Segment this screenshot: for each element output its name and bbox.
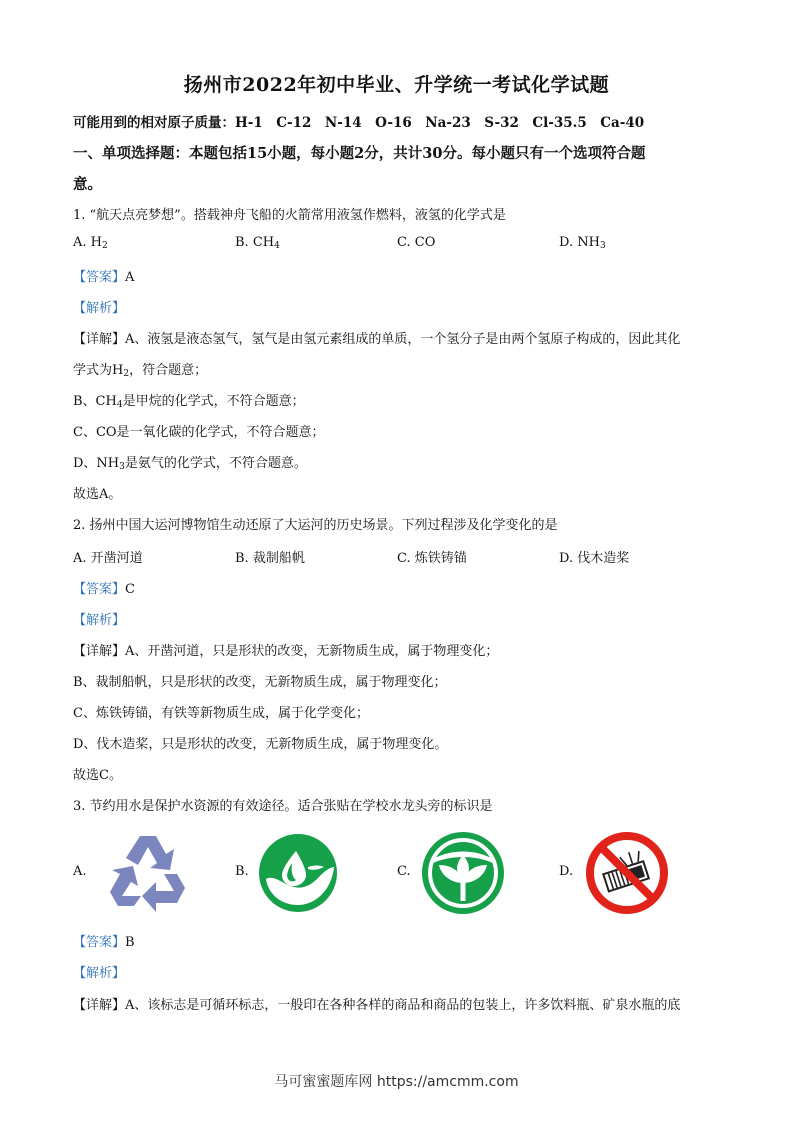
q1-detail-1a: 【详解】A、液氢是液态氢气，氢气是由氢元素组成的单质，一个氢分子是由两个氢原子构成的，因此其化 — [73, 332, 681, 347]
q1-option-a[interactable]: A. $H_2$ — [73, 235, 108, 251]
q1-option-c[interactable]: C. CO — [397, 235, 436, 250]
answer-tag: 【答案】 — [73, 270, 126, 285]
q2-detail-4: D、伐木造桨，只是形状的改变，无新物质生成，属于物理变化。 — [73, 737, 448, 752]
q2-analysis-tag: 【解析】 — [73, 613, 126, 628]
atomic-masses: 可能用到的相对原子质量：H-1 C-12 N-14 O-16 Na-23 S-32 Cl-35.5 Ca-40 — [73, 115, 645, 131]
q2-option-c[interactable]: C. 炼铁铸锚 — [397, 551, 467, 566]
q1-answer — [73, 266, 733, 285]
q2-detail-3: C、炼铁铸锚，有铁等新物质生成，属于化学变化； — [73, 706, 369, 721]
q1-stem: 1. “航天点亮梦想”。搭载神舟飞船的火箭常用液氢作燃料，液氢的化学式是 — [73, 208, 506, 223]
q1-analysis-tag: 【解析】 — [73, 301, 126, 316]
answer-value: C — [125, 582, 135, 597]
q3-option-b[interactable]: B. — [235, 864, 249, 879]
q3-option-d[interactable]: D. — [559, 864, 574, 879]
q2-detail-2: B、裁制船帆，只是形状的改变，无新物质生成，属于物理变化； — [73, 675, 447, 690]
answer-value: B — [125, 935, 135, 950]
q2-option-a[interactable]: A. 开凿河道 — [73, 551, 143, 566]
q2-option-d[interactable]: D. 伐木造桨 — [559, 551, 630, 566]
q2-conclusion: 故选C。 — [73, 768, 122, 783]
q2-stem: 2. 扬州中国大运河博物馆生动还原了大运河的历史场景。下列过程涉及化学变化的是 — [73, 518, 558, 533]
q1-detail-2: B、$CH_4$是甲烷的化学式，不符合题意； — [73, 394, 305, 410]
q3-stem: 3. 节约用水是保护水资源的有效途径。适合张贴在学校水龙头旁的标识是 — [73, 799, 493, 814]
q3-detail-1: 【详解】A、该标志是可循环标志，一般印在各种各样的商品和商品的包装上，许多饮料瓶、矿泉水瓶的底 — [73, 998, 681, 1013]
green-food-symbol-icon — [421, 831, 505, 915]
detail-tag: 【详解】 — [73, 332, 126, 347]
answer-tag: 【答案】 — [73, 582, 126, 597]
q2-answer — [73, 578, 733, 597]
section-heading-line2: 意。 — [73, 176, 102, 193]
q1-detail-4: D、$NH_3$是氨气的化学式，不符合题意。 — [73, 456, 307, 472]
recycle-symbol-icon — [104, 830, 192, 918]
q1-option-b[interactable]: B. $CH_4$ — [235, 235, 280, 251]
q1-option-d[interactable]: D. $NH_3$ — [559, 235, 606, 251]
footer-watermark: 马可蜜蜜题库网 https://amcmm.com — [274, 1074, 519, 1090]
q1-detail-1b: 学式为$H_2$，符合题意； — [73, 363, 208, 379]
q2-option-b[interactable]: B. 裁制船帆 — [235, 551, 305, 566]
q3-option-a[interactable]: A. — [73, 864, 87, 879]
section-heading-line1: 一、单项选择题：本题包括15小题，每小题2分，共计30分。每小题只有一个选项符合题 — [73, 145, 646, 162]
no-fireworks-symbol-icon — [584, 830, 670, 916]
q2-detail-1: 【详解】A、开凿河道，只是形状的改变，无新物质生成，属于物理变化； — [73, 644, 499, 659]
q3-answer — [73, 931, 733, 950]
answer-value: A — [125, 270, 135, 285]
q3-analysis-tag: 【解析】 — [73, 966, 126, 981]
page-title: 扬州市2022年初中毕业、升学统一考试化学试题 — [183, 74, 610, 96]
detail-tag: 【详解】 — [73, 998, 126, 1013]
detail-tag: 【详解】 — [73, 644, 126, 659]
q1-conclusion: 故选A。 — [73, 487, 122, 502]
q1-detail-3: C、CO是一氧化碳的化学式，不符合题意； — [73, 425, 325, 440]
q3-option-c[interactable]: C. — [397, 864, 411, 879]
answer-tag: 【答案】 — [73, 935, 126, 950]
water-saving-symbol-icon — [258, 833, 338, 913]
